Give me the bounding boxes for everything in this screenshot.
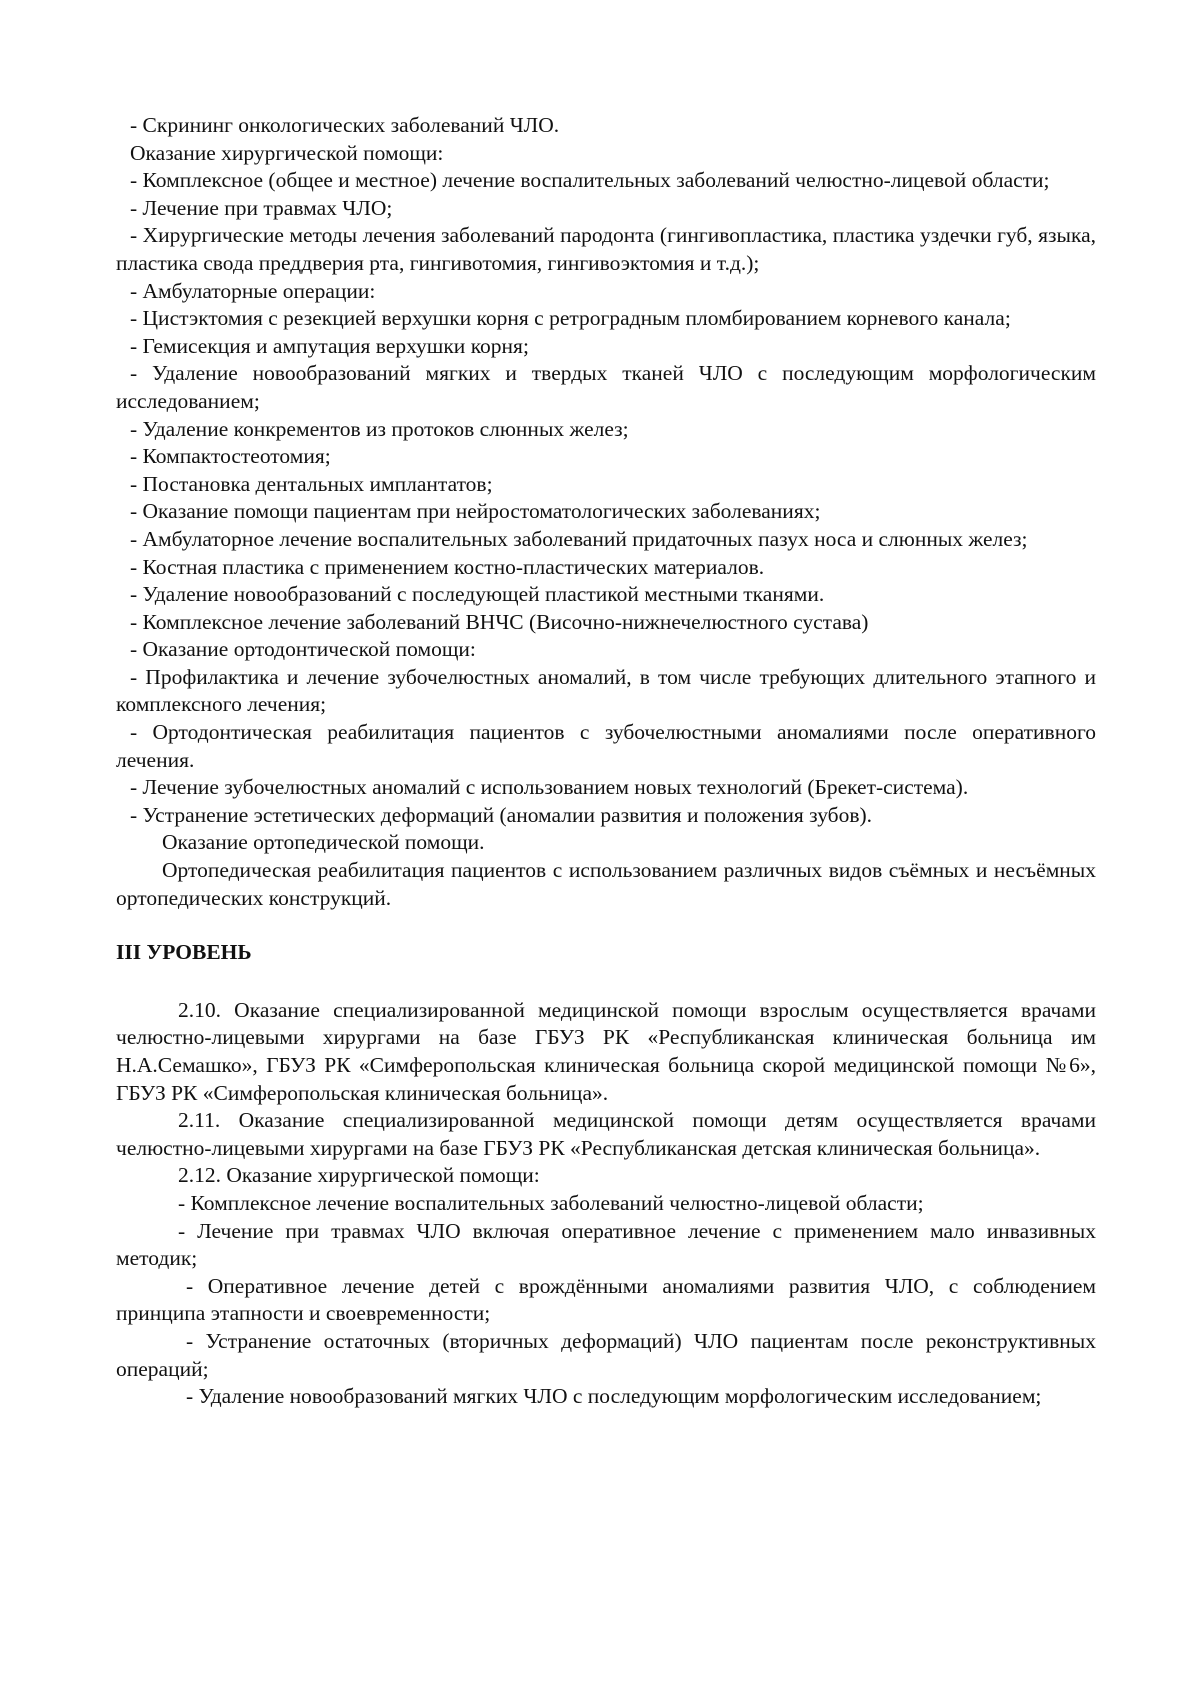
paragraph: Ортопедическая реабилитация пациентов с использованием различных видов съёмных и несъёмных ортопедических конструкций. — [116, 858, 1096, 910]
paragraph: 2.10. Оказание специализированной медицинской помощи взрослым осуществляется врачами челюстно-лицевыми хирургами на базе ГБУЗ РК «Республиканская клиническая больница им Н.А.Семашко», ГБУЗ РК «Симферопольская клиническая больница скорой медицинской помощи №6», ГБУЗ РК «Симферопольская клиническая больница». — [116, 997, 1096, 1105]
paragraph: - Постановка дентальных имплантатов; — [130, 471, 493, 496]
paragraph: - Скрининг онкологических заболеваний ЧЛО. — [130, 113, 560, 137]
paragraph: - Амбулаторное лечение воспалительных заболеваний придаточных пазух носа и слюнных желез; — [130, 526, 1028, 551]
paragraph: - Лечение при травмах ЧЛО включая оперативное лечение с применением мало инвазивных методик; — [116, 1218, 1096, 1271]
paragraph: - Гемисекция и ампутация верхушки корня; — [130, 333, 529, 358]
paragraph: - Устранение эстетических деформаций (аномалии развития и положения зубов). — [130, 802, 873, 827]
paragraph: - Оперативное лечение детей с врождёнными аномалиями развития ЧЛО, с соблюдением принципа этапности и своевременности; — [116, 1273, 1096, 1326]
paragraph: - Оказание ортодонтической помощи: — [130, 637, 476, 662]
paragraph: - Ортодонтическая реабилитация пациентов с зубочелюстными аномалиями после оперативного лечения. — [116, 720, 1096, 772]
paragraph: 2.12. Оказание хирургической помощи: — [178, 1163, 540, 1188]
paragraph: - Лечение при травмах ЧЛО; — [130, 195, 393, 220]
paragraph: - Удаление новообразований с последующей пластикой местными тканями. — [130, 582, 825, 607]
paragraph: - Комплексное (общее и местное) лечение воспалительных заболеваний челюстно-лицевой области; — [130, 168, 1050, 193]
document-page — [116, 112, 1096, 1411]
paragraph: - Устранение остаточных (вторичных деформаций) ЧЛО пациентам после реконструктивных операций; — [116, 1328, 1096, 1381]
paragraph: Оказание ортопедической помощи. — [162, 830, 485, 855]
paragraph: - Костная пластика с применением костно-пластических материалов. — [130, 554, 765, 579]
paragraph: - Профилактика и лечение зубочелюстных аномалий, в том числе требующих длительного этапного и комплексного лечения; — [116, 664, 1096, 717]
paragraph: Оказание хирургической помощи: — [130, 140, 444, 165]
paragraph: - Компактостеотомия; — [130, 444, 331, 469]
paragraph: - Комплексное лечение воспалительных заболеваний челюстно-лицевой области; — [178, 1190, 924, 1215]
paragraph: 2.11. Оказание специализированной медицинской помощи детям осуществляется врачами челюстно-лицевыми хирургами на базе ГБУЗ РК «Республиканская детская клиническая больница». — [116, 1108, 1096, 1160]
paragraph: - Комплексное лечение заболеваний ВНЧС (Височно-нижнечелюстного сустава) — [130, 609, 869, 634]
paragraph: - Цистэктомия с резекцией верхушки корня с ретроградным пломбированием корневого канала; — [130, 306, 1011, 331]
paragraph: - Лечение зубочелюстных аномалий с использованием новых технологий (Брекет-система). — [130, 775, 969, 800]
paragraph: - Удаление конкрементов из протоков слюнных желез; — [130, 416, 629, 441]
paragraph: - Хирургические методы лечения заболеваний пародонта (гингивопластика, пластика уздечки губ, языка, пластика свода преддверия рта, гингивотомия, гингивоэктомия и т.д.); — [116, 223, 1096, 275]
paragraph: - Удаление новообразований мягких ЧЛО с последующим морфологическим исследованием; — [186, 1384, 1042, 1409]
section-heading: III УРОВЕНЬ — [116, 940, 252, 965]
paragraph: - Амбулаторные операции: — [130, 278, 376, 303]
paragraph: - Удаление новообразований мягких и твердых тканей ЧЛО с последующим морфологическим исследованием; — [116, 361, 1096, 413]
paragraph: - Оказание помощи пациентам при нейростоматологических заболеваниях; — [130, 499, 821, 524]
